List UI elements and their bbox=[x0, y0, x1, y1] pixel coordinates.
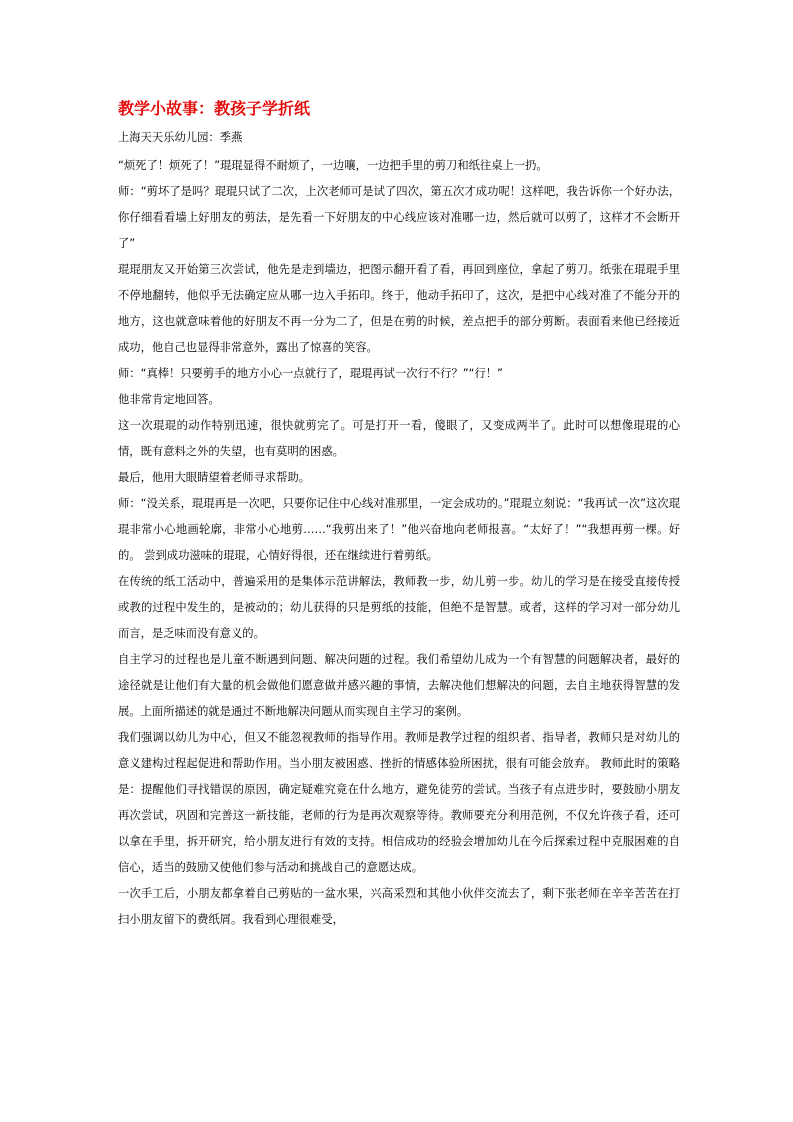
paragraph: 一次手工后，小朋友都拿着自己剪贴的一盆水果，兴高采烈和其他小伙伴交流去了，剩下张老师在辛辛苦苦在打扫小朋友留下的费纸屑。我看到心理很难受， bbox=[118, 887, 680, 926]
document-title: 教学小故事：教孩子学折纸 bbox=[118, 99, 311, 118]
paragraph: 这一次琨琨的动作特别迅速，很快就剪完了。可是打开一看，傻眼了，又变成两半了。此时可以想像琨琨的心情，既有意料之外的失望，也有莫明的困惑。 bbox=[118, 419, 680, 458]
document-byline: 上海天天乐幼儿园：季燕 bbox=[118, 131, 243, 144]
paragraph: 师：“没关系，琨琨再是一次吧，只要你记住中心线对准那里，一定会成功的。”琨琨立刻说：“我再试一次”这次琨琨非常小心地画轮廓，非常小心地剪……“我剪出来了！”他兴奋地向老师报喜。“太好了！”“我想再剪一棵。好的。 尝到成功滋味的琨琨，心情好得很，还在继续进行着剪纸。 bbox=[118, 497, 680, 562]
paragraph: 自主学习的过程也是儿童不断遇到问题、解决问题的过程。我们希望幼儿成为一个有智慧的问题解决者，最好的途径就是让他们有大量的机会做他们愿意做并感兴趣的事情，去解决他们想解决的问题，去自主地获得智慧的发展。上面所描述的就是通过不断地解决问题从而实现自主学习的案例。 bbox=[118, 653, 680, 718]
paragraph: 他非常肯定地回答。 bbox=[118, 393, 220, 406]
document-page bbox=[118, 98, 680, 933]
paragraph: 师：“剪坏了是吗？琨琨只试了二次，上次老师可是试了四次，第五次才成功呢！这样吧，我告诉你一个好办法，你仔细看看墙上好朋友的剪法，是先看一下好朋友的中心线应该对准哪一边，然后就可以剪了，这样才不会断开了” bbox=[118, 185, 680, 250]
paragraph: 最后，他用大眼睛望着老师寻求帮助。 bbox=[118, 471, 311, 484]
paragraph: “烦死了！烦死了！”琨琨显得不耐烦了，一边嚷，一边把手里的剪刀和纸往桌上一扔。 bbox=[118, 159, 548, 172]
paragraph: 在传统的纸工活动中，普遍采用的是集体示范讲解法，教师教一步，幼儿剪一步。幼儿的学习是在接受直接传授或教的过程中发生的，是被动的；幼儿获得的只是剪纸的技能，但绝不是智慧。或者，这样的学习对一部分幼儿而言，是乏味而没有意义的。 bbox=[118, 575, 680, 640]
paragraph: 师：“真棒！只要剪手的地方小心一点就行了，琨琨再试一次行不行？”“行！” bbox=[118, 367, 503, 380]
paragraph: 琨琨朋友又开始第三次尝试，他先是走到墙边，把图示翻开看了看，再回到座位，拿起了剪刀。纸张在琨琨手里不停地翻转，他似乎无法确定应从哪一边入手拓印。终于，他动手拓印了，这次，是把中心线对准了不能分开的地方，这也就意味着他的好朋友不再一分为二了，但是在剪的时候，差点把手的部分剪断。表面看来他已经接近成功，他自己也显得非常意外，露出了惊喜的笑容。 bbox=[118, 263, 680, 354]
paragraph: 我们强调以幼儿为中心，但又不能忽视教师的指导作用。教师是教学过程的组织者、指导者，教师只是对幼儿的意义建构过程起促进和帮助作用。当小朋友被困惑、挫折的情感体验所困扰，很有可能会放弃。 教师此时的策略是：提醒他们寻找错误的原因，确定疑难究竟在什么地方，避免徒劳的尝试。当孩子有点进步时，要鼓励小朋友再次尝试，巩固和完善这一新技能，老师的行为是再次观察等待。教师要充分利用范例，不仅允许孩子看，还可以拿在手里，拆开研究，给小朋友进行有效的支持。相信成功的经验会增加幼儿在今后探索过程中克服困难的自信心，适当的鼓励又使他们参与活动和挑战自己的意愿达成。 bbox=[118, 731, 680, 874]
